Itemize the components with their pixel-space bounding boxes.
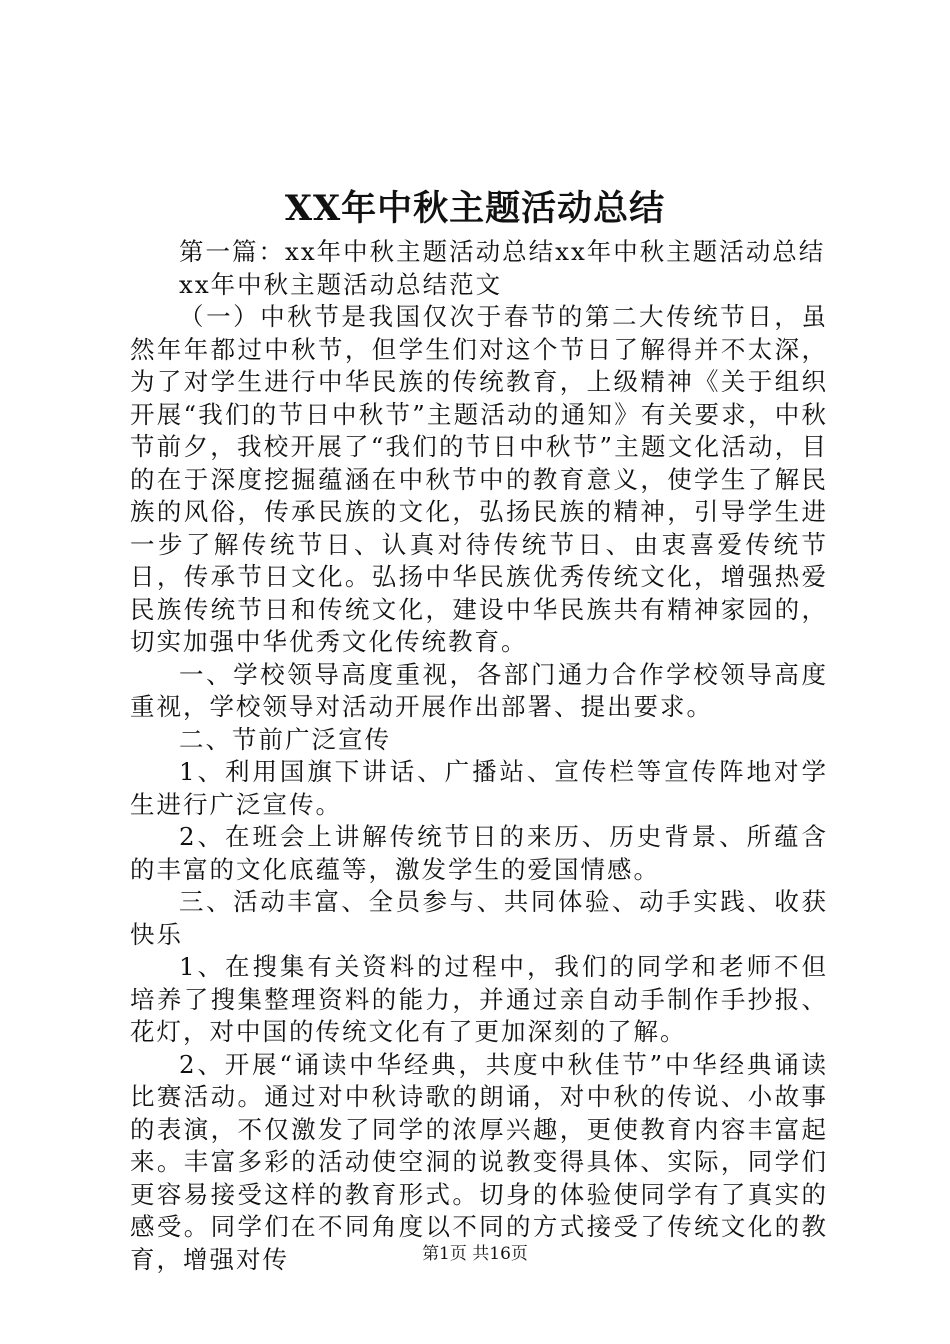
paragraph-item-3-2: 2、开展“诵读中华经典，共度中秋佳节”中华经典诵读比赛活动。通过对中秋诗歌的朗诵，对中秋的传说、小故事的表演，不仅激发了同学的浓厚兴趣，更使教育内容丰富起来。丰富多彩的活动使空洞的说教变得具体、实际，同学们更容易接受这样的教育形式。切身的体验使同学有了真实的感受。同学们在不同角度以不同的方式接受了传统文化的教育，增强对传 xyxy=(130,1049,828,1274)
paragraph-section-one: 一、学校领导高度重视，各部门通力合作学校领导高度重视，学校领导对活动开展作出部署、提出要求。 xyxy=(130,659,828,721)
document-body xyxy=(130,236,828,1276)
paragraph-subtitle: xx年中秋主题活动总结范文 xyxy=(179,269,503,299)
page-number-footer: 第1页 共16页 xyxy=(422,1244,528,1264)
paragraph-item-1: 1、利用国旗下讲话、广播站、宣传栏等宣传阵地对学生进行广泛宣传。 xyxy=(130,757,828,819)
paragraph-section-three: 三、活动丰富、全员参与、共同体验、动手实践、收获快乐 xyxy=(130,887,828,949)
paragraph-intro: （一）中秋节是我国仅次于春节的第二大传统节日，虽然年年都过中秋节，但学生们对这个节日了解得并不太深，为了对学生进行中华民族的传统教育，上级精神《关于组织开展“我们的节日中秋节”主题活动的通知》有关要求，中秋节前夕，我校开展了“我们的节日中秋节”主题文化活动，目的在于深度挖掘蕴涵在中秋节中的教育意义，使学生了解民族的风俗，传承民族的文化，弘扬民族的精神，引导学生进一步了解传统节日、认真对待传统节日、由衷喜爱传统节日，传承节日文化。弘扬中华民族优秀传统文化，增强热爱民族传统节日和传统文化，建设中华民族共有精神家园的，切实加强中华优秀文化传统教育。 xyxy=(130,302,828,656)
document-title: XX年中秋主题活动总结 xyxy=(284,188,666,229)
paragraph-section-two: 二、节前广泛宣传 xyxy=(179,724,391,754)
paragraph-item-3-1: 1、在搜集有关资料的过程中，我们的同学和老师不但培养了搜集整理资料的能力，并通过亲自动手制作手抄报、花灯，对中国的传统文化有了更加深刻的了解。 xyxy=(130,952,828,1046)
paragraph-heading-first-section: 第一篇：xx年中秋主题活动总结xx年中秋主题活动总结 xyxy=(179,237,826,266)
paragraph-item-2: 2、在班会上讲解传统节日的来历、历史背景、所蕴含的丰富的文化底蕴等，激发学生的爱国情感。 xyxy=(130,822,828,884)
